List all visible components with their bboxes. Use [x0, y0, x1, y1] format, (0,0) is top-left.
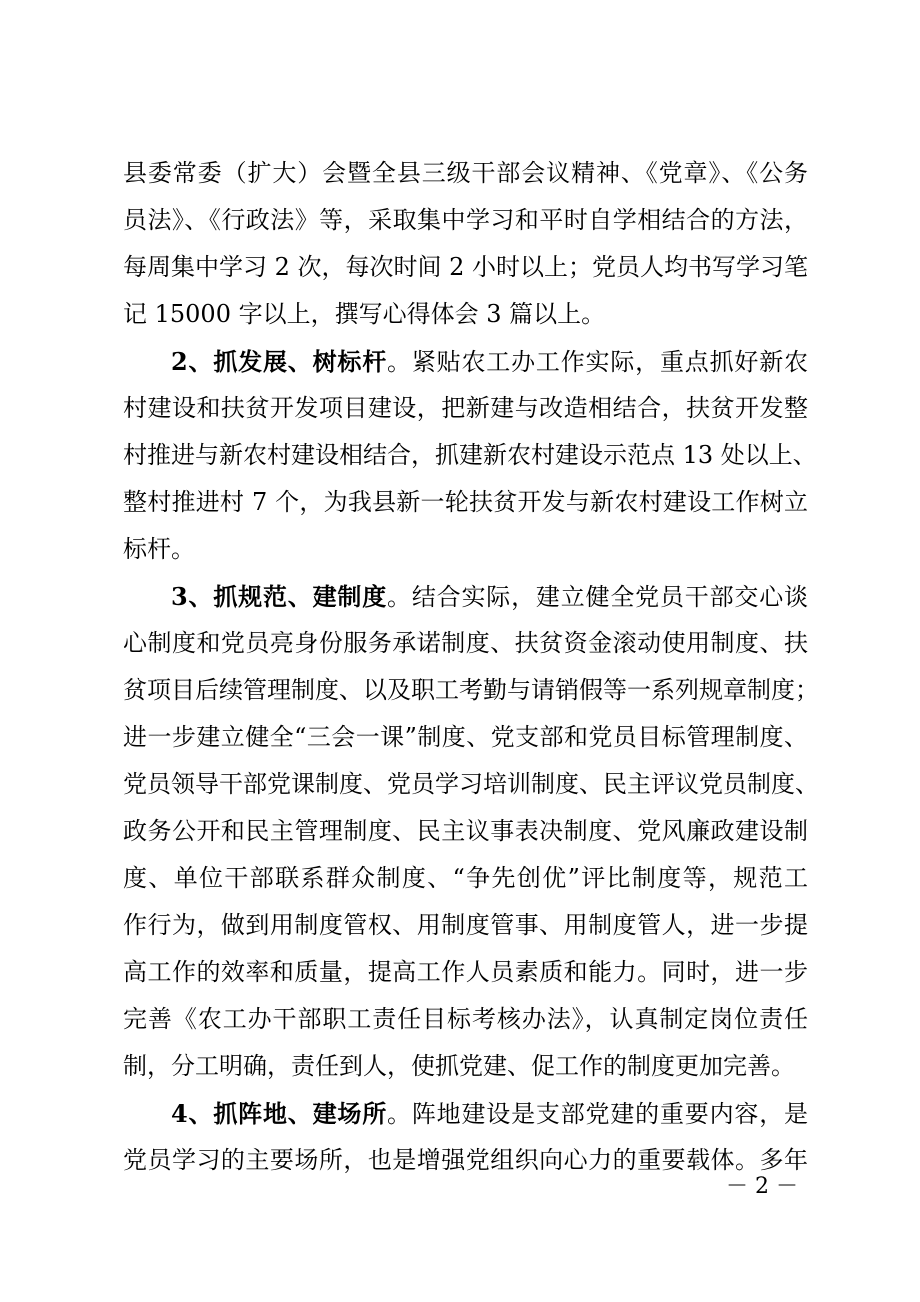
p3-line-1	[123, 573, 808, 620]
body-text	[123, 150, 819, 1184]
p3-line-5: 党员领导干部党课制度、党员学习培训制度、民主评议党员制度、	[123, 770, 819, 798]
p1-line-4: 记 15000 字以上，撰写心得体会 3 篇以上。	[123, 300, 606, 328]
p2-line-5: 标杆。	[123, 535, 195, 563]
p2-line-1	[123, 338, 808, 385]
p2-heading: 2、抓发展、树标杆	[171, 347, 388, 376]
p3-line-7: 度、单位干部联系群众制度、“争先创优”评比制度等，规范工	[123, 864, 808, 892]
p2-line-4: 整村推进村 7 个，为我县新一轮扶贫开发与新农村建设工作树立	[123, 488, 808, 516]
p3-first-line-text: 。结合实际，建立健全党员干部交心谈	[387, 583, 809, 611]
p1-line-1: 县委常委（扩大）会暨全县三级干部会议精神、《党章》、《公务	[123, 159, 808, 187]
p1-line-2: 员法》、《行政法》等，采取集中学习和平时自学相结合的方法，	[123, 206, 808, 234]
p2-line-2: 村建设和扶贫开发项目建设，把新建与改造相结合，扶贫开发整	[123, 394, 808, 422]
page-number: － 2 －	[726, 1174, 798, 1199]
p2-line-3: 村推进与新农村建设相结合，抓建新农村建设示范点 13 处以上、	[123, 441, 817, 469]
p3-line-8: 作行为，做到用制度管权、用制度管事、用制度管人，进一步提	[123, 911, 808, 939]
p4-line-2: 党员学习的主要场所，也是增强党组织向心力的重要载体。多年	[123, 1146, 808, 1174]
p2-first-line-text: 。紧贴农工办工作实际，重点抓好新农	[387, 348, 809, 376]
p3-heading: 3、抓规范、建制度	[171, 582, 388, 611]
p3-line-3: 贫项目后续管理制度、以及职工考勤与请销假等一系列规章制度；	[123, 676, 819, 704]
p3-line-9: 高工作的效率和质量，提高工作人员素质和能力。同时，进一步	[123, 958, 808, 986]
p1-line-3: 每周集中学习 2 次，每次时间 2 小时以上；党员人均书写学习笔	[123, 253, 809, 281]
p3-line-10: 完善《农工办干部职工责任目标考核办法》，认真制定岗位责任	[123, 1005, 808, 1033]
p3-line-11: 制，分工明确，责任到人，使抓党建、促工作的制度更加完善。	[123, 1052, 795, 1080]
p4-line-1	[123, 1090, 808, 1137]
p3-line-4: 进一步建立健全“三会一课”制度、党支部和党员目标管理制度、	[123, 723, 808, 751]
p4-heading: 4、抓阵地、建场所	[171, 1099, 388, 1128]
p3-line-6: 政务公开和民主管理制度、民主议事表决制度、党风廉政建设制	[123, 817, 808, 845]
p4-first-line-text: 。阵地建设是支部党建的重要内容，是	[387, 1100, 809, 1128]
p3-line-2: 心制度和党员亮身份服务承诺制度、扶贫资金滚动使用制度、扶	[123, 629, 808, 657]
